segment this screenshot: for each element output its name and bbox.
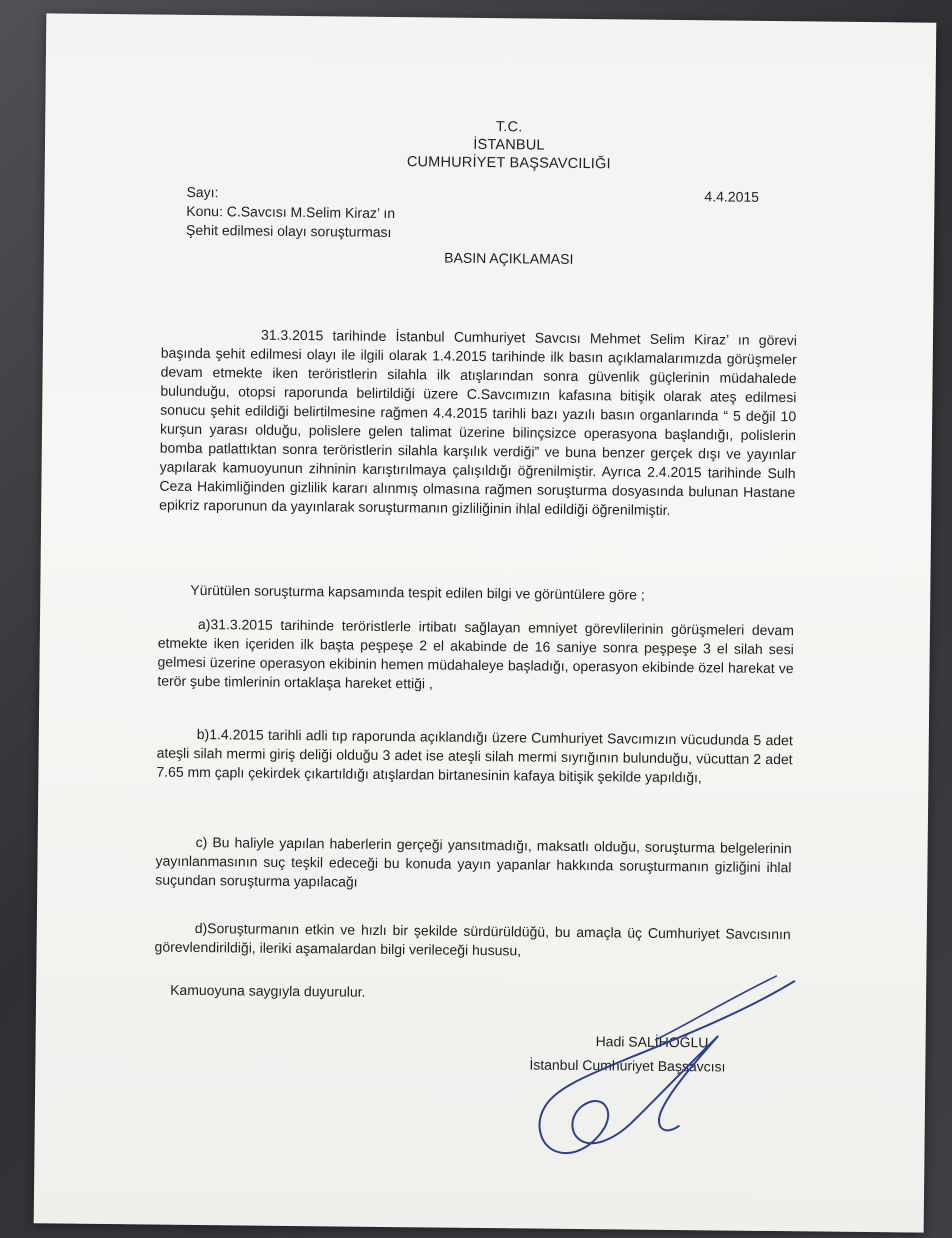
letterhead-tc: T.C.	[495, 119, 523, 136]
list-item-a: a)31.3.2015 tarihinde teröristlerle irtibatı sağlayan emniyet görevlilerinin görüşmeleri devam etmekte iken içeriden ilk başta peşpeşe 2 el akabinde de 16 saniye sonra peşpeşe 3 el silah sesi gelmesi üzerine operasyon ekibinin hemen müdahaleye başladığı, operasyon ekibinde özel harekat ve terör şube timlerinin ortaklaşa hareket ettiği ,	[157, 615, 795, 692]
letterhead	[45, 113, 936, 176]
signatory-title: İstanbul Cumhuriyet Başsavcısı	[529, 1056, 726, 1075]
signature-stroke	[539, 979, 794, 1156]
reference-number: Sayı:	[186, 183, 219, 201]
list-item-d: d)Soruşturmanın etkin ve hızlı bir şekilde sürdürüldüğü, bu amaçla üç Cumhuriyet Savcısının görevlendirildiği, ileriki aşamalardan bilgi verileceği hususu,	[154, 919, 791, 959]
paragraph-main: 31.3.2015 tarihinde İstanbul Cumhuriyet Savcısı Mehmet Selim Kiraz’ ın görevi başında şehit edilmesi olayı ile ilgili olarak 1.4.2015 tarihinde ilk basın açıklamalarımızda görüşmeler devam etmekte iken teröristlerin silahla ilk atışlarından sonra güvenlik güçlerinin müdahalede bulunduğu, otopsi raporunda belirtildiği üzere C.Savcımızın kafasına bitişik olarak ateş edilmesi sonucu şehit edildiği belirtilmesine rağmen 4.4.2015 tarihli bazı yazılı basın organlarında “ 5 değil 10 kurşun yarası olduğu, polislere gelen talimat üzerine bilinçsizce operasyona başlandığı, polislerin bomba patlattıktan sonra teröristlerin silahla karşılık verdiği” ve buna benzer gerçek dışı ve yayınlar yapılarak kamuoyunun zihninin karıştırılmaya çalışıldığı öğrenilmiştir. Ayrıca 2.4.2015 tarihinde Sulh Ceza Hakimliğinden gizlilik kararı alınmış olmasına rağmen soruşturma dosyasında bulunan Hastane epikriz raporunun da yayınlarak soruşturmanın gizliliğinin ihlal edildiği öğrenilmiştir.	[159, 326, 798, 518]
document-title: BASIN AÇIKLAMASI	[444, 249, 574, 267]
letterhead-city: İSTANBUL	[473, 136, 545, 154]
paragraph-intro: Yürütülen soruşturma kapsamında tespit edilen bilgi ve görüntülere göre ;	[190, 581, 645, 603]
document-page	[34, 13, 937, 1232]
signatory-name: Hadi SALİHOĞLU	[595, 1033, 709, 1051]
signature-stroke-2	[656, 975, 777, 1041]
document-date: 4.4.2015	[704, 188, 760, 205]
letterhead-office: CUMHURİYET BAŞSAVCILIĞI	[406, 154, 611, 173]
subject-line-2: Şehit edilmesi olayı soruşturması	[186, 221, 392, 240]
subject-line-1: Konu: C.Savcısı M.Selim Kiraz’ ın	[186, 202, 396, 222]
handwritten-signature	[454, 938, 816, 1172]
list-item-b: b)1.4.2015 tarihli adli tıp raporunda açıklandığı üzere Cumhuriyet Savcımızın vücudunda 5 adet ateşli silah mermi giriş deliği olduğu 3 adet ise ateşli silah mermi sıyrığının bulunduğu, vücuttan 2 adet 7.65 mm çaplı çekirdek çıkartıldığı atışlardan birtanesinin kafaya bitişik şekilde yapıldığı,	[156, 725, 793, 786]
reference-block	[186, 183, 395, 242]
closing-line: Kamuoyuna saygıyla duyurulur.	[170, 981, 366, 1000]
list-item-c: c) Bu haliyle yapılan haberlerin gerçeği yansıtmadığı, maksatlı olduğu, soruşturma belgelerinin yayınlanmasının suç teşkil edeceği bu konuda yayın yapanlar hakkında soruşturmanın gizliğini ihlal suçundan soruşturma yapılacağı	[155, 833, 792, 890]
